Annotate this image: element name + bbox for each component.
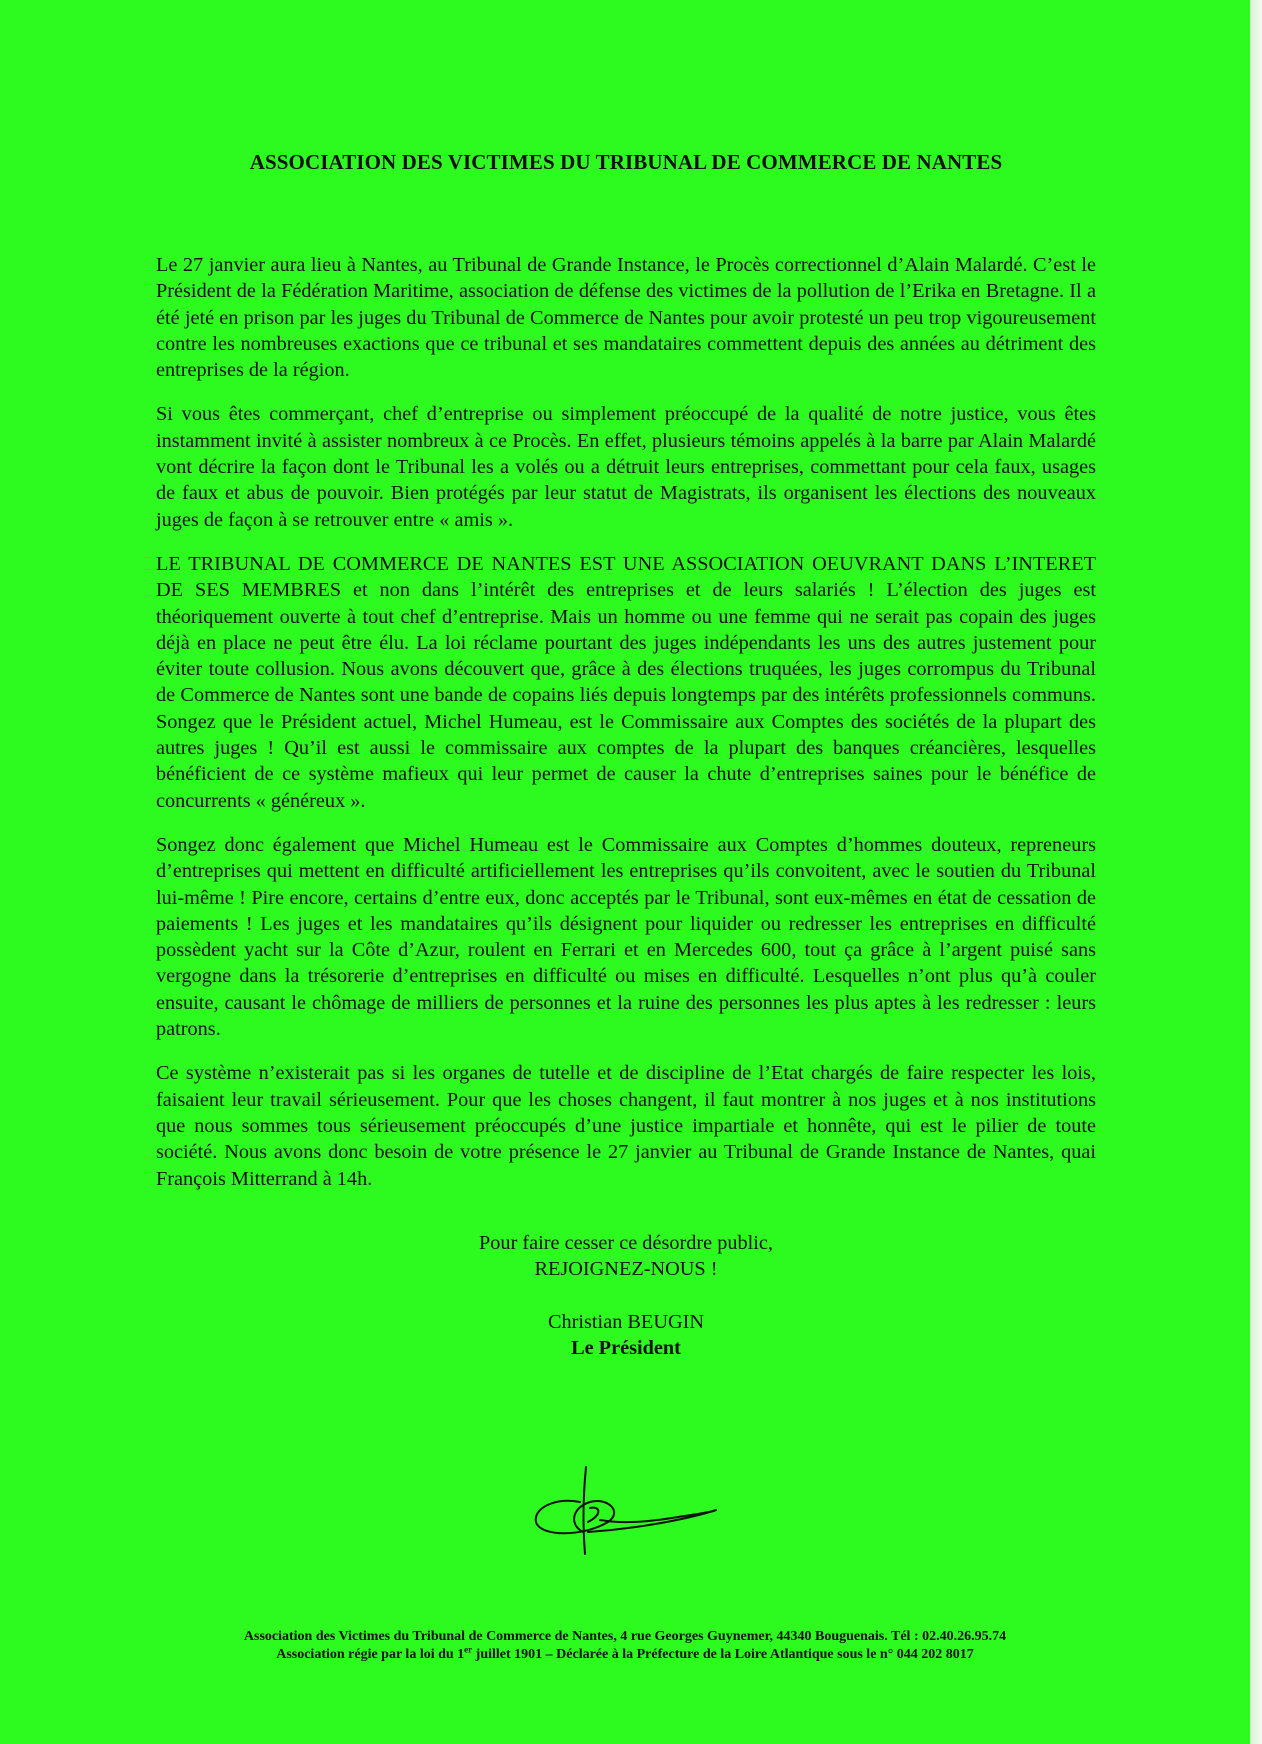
paragraph-commissioner: Songez donc également que Michel Humeau est le Commissaire aux Comptes d’hommes douteux, repreneurs d’entreprises qui mettent en difficulté artificiellement les entreprises qu’ils convoitent, avec le soutien du Tribunal lui-même ! Pire encore, certains d’entre eux, donc acceptés par le Tribunal, sont eux-mêmes en état de cessation de paiements ! Les juges et les mandataires qu’ils désignent pour liquider ou redresser les entreprises en difficulté possèdent yacht sur la Côte d’Azur, roulent en Ferrari et en Mercedes 600, tout ça grâce à l’argent puisé sans vergogne dans la trésorerie d’entreprises en difficulté ou mises en difficulté. Lesquelles n’ont plus qu’à couler ensuite, causant le chômage de milliers de personnes et la ruine des personnes les plus aptes à les redresser : leurs patrons. [156,833,1096,1041]
paragraph-trial-announcement: Le 27 janvier aura lieu à Nantes, au Tribunal de Grande Instance, le Procès correctionnel d’Alain Malardé. C’est le Président de la Fédération Maritime, association de défense des victimes de la pollution de l’Erika en Bretagne. Il a été jeté en prison par les juges du Tribunal de Commerce de Nantes pour avoir protesté un peu trop vigoureusement contre les nombreuses exactions que ce tribunal et ses mandataires commettent depuis des années au détriment des entreprises de la région. [156,254,1096,382]
closing-block [156,1230,1096,1362]
scan-edge [1250,0,1262,1744]
document-heading: ASSOCIATION DES VICTIMES DU TRIBUNAL DE COMMERCE DE NANTES [249,150,1003,174]
footer-registration: Association régie par la loi du 1er juillet 1901 – Déclarée à la Préfecture de la Loire Atlantique sous le n° 044 202 8017 [276,1644,974,1662]
paragraph-call-to-action: Ce système n’existerait pas si les organes de tutelle et de discipline de l’Etat chargés de faire respecter les lois, faisaient leur travail sérieusement. Pour que les choses changent, il faut montrer à nos juges et à nos institutions que nous sommes tous sérieusement préoccupés d’une justice impartiale et honnête, qui est le pilier de toute société. Nous avons donc besoin de votre présence le 27 janvier au Tribunal de Grande Instance de Nantes, quai François Mitterrand à 14h. [156,1062,1096,1190]
paragraph-tribunal-association: LE TRIBUNAL DE COMMERCE DE NANTES EST UNE ASSOCIATION OEUVRANT DANS L’INTERET DE SES MEMBRES et non dans l’intérêt des entreprises et de leurs salariés ! L’élection des juges est théoriquement ouverte à tout chef d’entreprise. Mais un homme ou une femme qui ne serait pas copain des juges déjà en place ne peut être élu. La loi réclame pourtant des juges indépendants les uns des autres justement pour éviter toute collusion. Nous avons découvert que, grâce à des élections truquées, les juges corrompus du Tribunal de Commerce de Nantes sont une bande de copains liés depuis longtemps par des intérêts professionnels communs. Songez que le Président actuel, Michel Humeau, est le Commissaire aux Comptes des sociétés de la plupart des autres juges ! Qu’il est aussi le commissaire aux comptes de la plupart des banques créancières, lesquelles bénéficient de ce système mafieux qui leur permet de causer la chute d’entreprises saines pour le bénéfice de concurrents « généreux ». [156,552,1096,812]
footer-address: Association des Victimes du Tribunal de Commerce de Nantes, 4 rue Georges Guynemer, 44340 Bouguenais. Tél : 02.40.26.95.74 [243,1629,1007,1644]
paragraph-invitation: Si vous êtes commerçant, chef d’entreprise ou simplement préoccupé de la qualité de notre justice, vous êtes instamment invité à assister nombreux à ce Procès. En effet, plusieurs témoins appelés à la barre par Alain Malardé vont décrire la façon dont le Tribunal les a volés ou a détruit leurs entreprises, commettant pour cela faux, usages de faux et abus de pouvoir. Bien protégés par leur statut de Magistrats, ils organisent les élections des nouveaux juges de façon à se retrouver entre « amis ». [156,403,1096,531]
document-body [156,150,1096,1362]
closing-line: Pour faire cesser ce désordre public, [479,1231,773,1254]
footer [150,1628,1100,1664]
signatory-title: Le Président [571,1337,681,1360]
closing-slogan: REJOIGNEZ-NOUS ! [534,1258,718,1281]
handwritten-signature [528,1462,728,1562]
signatory-name: Christian BEUGIN [547,1310,705,1333]
